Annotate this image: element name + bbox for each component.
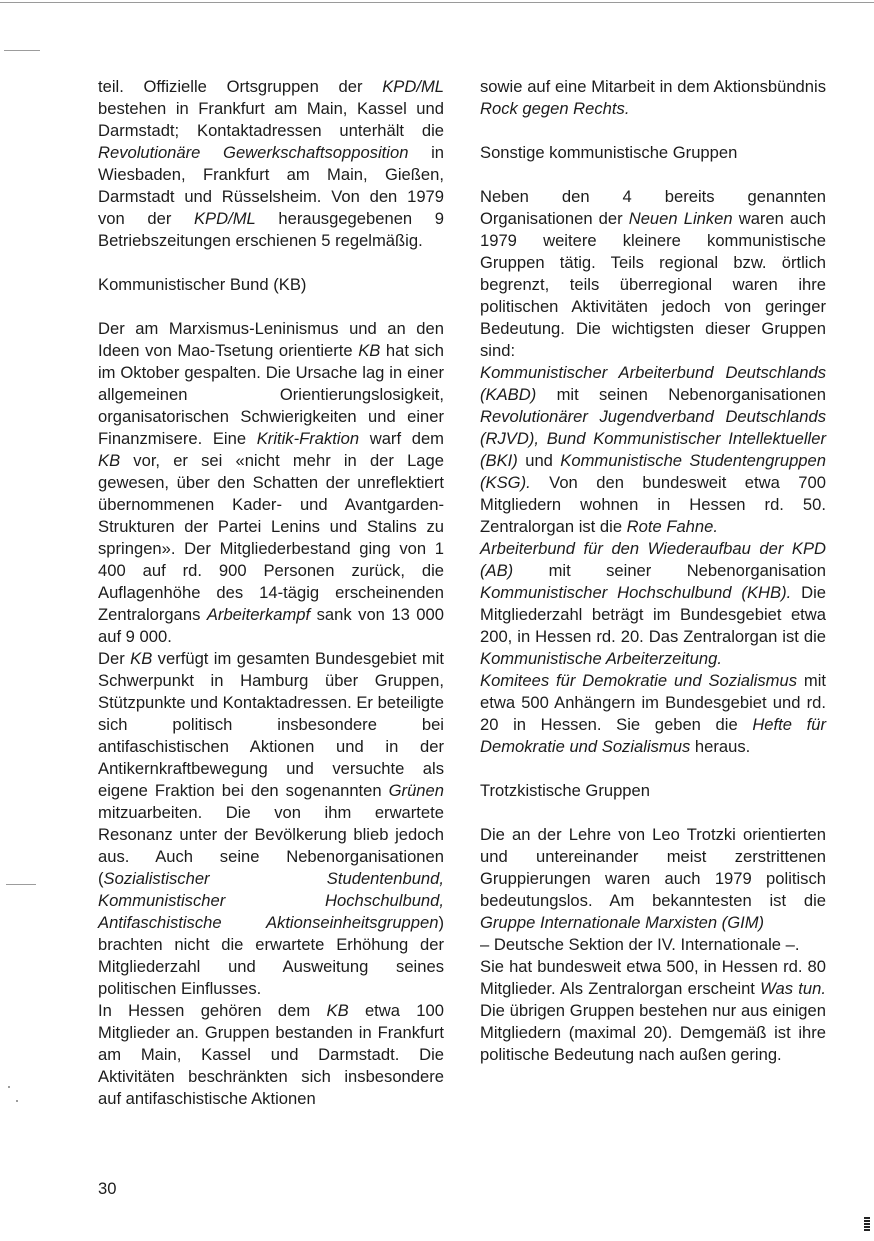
text-run: Sie hat bundesweit etwa 500, in Hessen rd. 80 Mitglieder. Als Zentralorgan erscheint <box>480 957 826 998</box>
italic-term: Revolutionärer Jugendverband Deutschlands (RJVD), Bund Kommunistischer Intellektueller (BKI) <box>480 407 826 470</box>
italic-term: KPD/ML <box>382 77 444 96</box>
paragraph <box>98 318 444 648</box>
italic-term: KB <box>326 1001 349 1020</box>
italic-term: Rote Fahne. <box>626 517 718 536</box>
text-run: In Hessen gehören dem <box>98 1001 327 1020</box>
italic-term: Grünen <box>388 781 444 800</box>
italic-term: Rock gegen Rechts. <box>480 99 630 118</box>
paragraph <box>480 76 826 120</box>
text-run: waren auch 1979 weitere kleinere kommunistische Gruppen tätig. Teils regional bzw. örtlich begrenzt, teils überregional waren ihre politischen Aktivitäten jedoch von geringer Bedeutung. Die wichtigsten dieser Gruppen sind: <box>480 209 826 360</box>
italic-term: Revolutionäre Gewerkschaftsopposition <box>98 143 409 162</box>
italic-term: Neuen Linken <box>628 209 733 228</box>
scan-mark <box>864 1217 870 1231</box>
scan-speck <box>4 50 40 51</box>
page-number: 30 <box>98 1179 117 1198</box>
text-run: herausgegebenen 9 Betriebszeitungen erschienen 5 regelmäßig. <box>98 209 444 250</box>
text-run: Die übrigen Gruppen bestehen nur aus einigen Mitgliedern (maximal 20). Demgemäß ist ihre politische Bedeutung nach außen gering. <box>480 1001 826 1064</box>
top-rule <box>0 2 874 3</box>
italic-term: Kommunistische Studentengruppen (KSG). <box>480 451 826 492</box>
paragraph <box>480 934 826 956</box>
paragraph <box>98 648 444 1000</box>
italic-term: Kritik-Fraktion <box>256 429 360 448</box>
text-run: sank von 13 000 auf 9 000. <box>98 605 444 646</box>
paragraph <box>98 76 444 252</box>
text-run: Die Mitgliederzahl beträgt im Bundesgebiet etwa 200, in Hessen rd. 20. Das Zentralorgan ist die <box>480 583 826 646</box>
italic-term: Arbeiterbund für den Wiederaufbau der KPD (AB) <box>480 539 826 580</box>
paragraph <box>98 1000 444 1110</box>
section-heading: Kommunistischer Bund (KB) <box>98 275 307 294</box>
text-run: in Wiesbaden, Frankfurt am Main, Gießen, Darmstadt und Rüsselsheim. Von den 1979 von der <box>98 143 444 228</box>
text-run: verfügt im gesamten Bundesgebiet mit Schwerpunkt in Hamburg über Gruppen, Stützpunkte und Kontaktadressen. Er beteiligte sich politisch insbesondere bei antifaschistischen Aktionen und in der Antikernkraftbewegung und versuchte als eigene Fraktion bei den sogenannten <box>98 649 444 800</box>
paragraph <box>480 538 826 670</box>
italic-term: Kommunistische Arbeiterzeitung. <box>480 649 722 668</box>
left-column <box>98 76 444 1110</box>
text-run: mitzuarbeiten. Die von ihm erwartete Resonanz unter der Bevölkerung blieb jedoch aus. Auch seine Nebenorganisationen ( <box>98 803 444 888</box>
italic-term: Arbeiterkampf <box>206 605 311 624</box>
text-run: teil. Offizielle Ortsgruppen der <box>98 77 383 96</box>
text-run: mit seinen Nebenorganisationen <box>536 385 826 404</box>
italic-term: Gruppe Internationale Marxisten (GIM) <box>480 913 765 932</box>
italic-term: Komitees für Demokratie und Sozialismus <box>480 671 798 690</box>
scan-speck <box>8 1086 10 1088</box>
scan-speck <box>16 1100 18 1102</box>
text-run: Von den bundesweit etwa 700 Mitgliedern wohnen in Hessen rd. 50. Zentralorgan ist die <box>480 473 826 536</box>
text-run: warf dem <box>359 429 444 448</box>
text-run: etwa 100 Mitglieder an. Gruppen bestanden in Frankfurt am Main, Kassel und Darmstadt. Die Aktivitäten beschränkten sich insbesondere auf antifaschistische Aktionen <box>98 1001 444 1108</box>
text-run: vor, er sei «nicht mehr in der Lage gewesen, über den Schatten der unreflektiert übernommenen Kader- und Avantgarden-Strukturen der Partei Lenins und Stalins zu springen». Der Mitgliederbestand ging von 1 400 auf rd. 900 Personen zurück, die Auflagenhöhe des 14-tägig erscheinenden Zentralorgans <box>98 451 444 624</box>
text-run: Der am Marxismus-Leninismus und an den Ideen von Mao-Tsetung orientierte <box>98 319 444 360</box>
text-run: heraus. <box>690 737 751 756</box>
text-run: – Deutsche Sektion der IV. Internationale –. <box>480 935 800 954</box>
text-run: sowie auf eine Mitarbeit in dem Aktionsbündnis <box>480 77 826 96</box>
paragraph <box>480 362 826 538</box>
text-run: Der <box>98 649 131 668</box>
italic-term: Kommunistischer Hochschulbund (KHB). <box>480 583 792 602</box>
scan-speck <box>6 884 36 885</box>
paragraph <box>480 824 826 934</box>
text-run: bestehen in Frankfurt am Main, Kassel und Darmstadt; Kontaktadressen unterhält die <box>98 99 444 140</box>
italic-term: KB <box>358 341 381 360</box>
italic-term: KB <box>130 649 153 668</box>
text-run: ) brachten nicht die erwartete Erhöhung der Mitgliederzahl und Ausweitung seines politischen Einflusses. <box>98 913 444 998</box>
italic-term: Hefte für Demokratie und Sozialismus <box>480 715 826 756</box>
text-run: mit etwa 500 Anhängern im Bundesgebiet und rd. 20 in Hessen. Sie geben die <box>480 671 827 734</box>
italic-term: Kommunistischer Arbeiterbund Deutschlands (KABD) <box>480 363 826 404</box>
text-run: Neben den 4 bereits genannten Organisationen der <box>480 187 826 228</box>
paragraph <box>480 956 826 1066</box>
italic-term: KB <box>98 451 121 470</box>
section-heading: Sonstige kommunistische Gruppen <box>480 143 738 162</box>
right-column <box>480 76 826 1066</box>
paragraph <box>480 670 826 758</box>
text-run: und <box>517 451 561 470</box>
italic-term: KPD/ML <box>193 209 256 228</box>
italic-term: Sozialistischer Studentenbund, Kommunistischer Hochschulbund, Antifaschistische Aktionseinheitsgruppen <box>98 869 444 932</box>
text-run: mit seiner Nebenorganisation <box>513 561 826 580</box>
text-run: hat sich im Oktober gespalten. Die Ursache lag in einer allgemeinen Orientierungslosigkeit, organisatorischen Schwierigkeiten und einer Finanzmisere. Eine <box>98 341 444 448</box>
text-run: Die an der Lehre von Leo Trotzki orientierten und untereinander meist zerstrittenen Gruppierungen waren auch 1979 politisch bedeutungslos. Am bekanntesten ist die <box>480 825 826 910</box>
italic-term: Was tun. <box>760 979 826 998</box>
paragraph <box>480 186 826 362</box>
section-heading: Trotzkistische Gruppen <box>480 781 650 800</box>
